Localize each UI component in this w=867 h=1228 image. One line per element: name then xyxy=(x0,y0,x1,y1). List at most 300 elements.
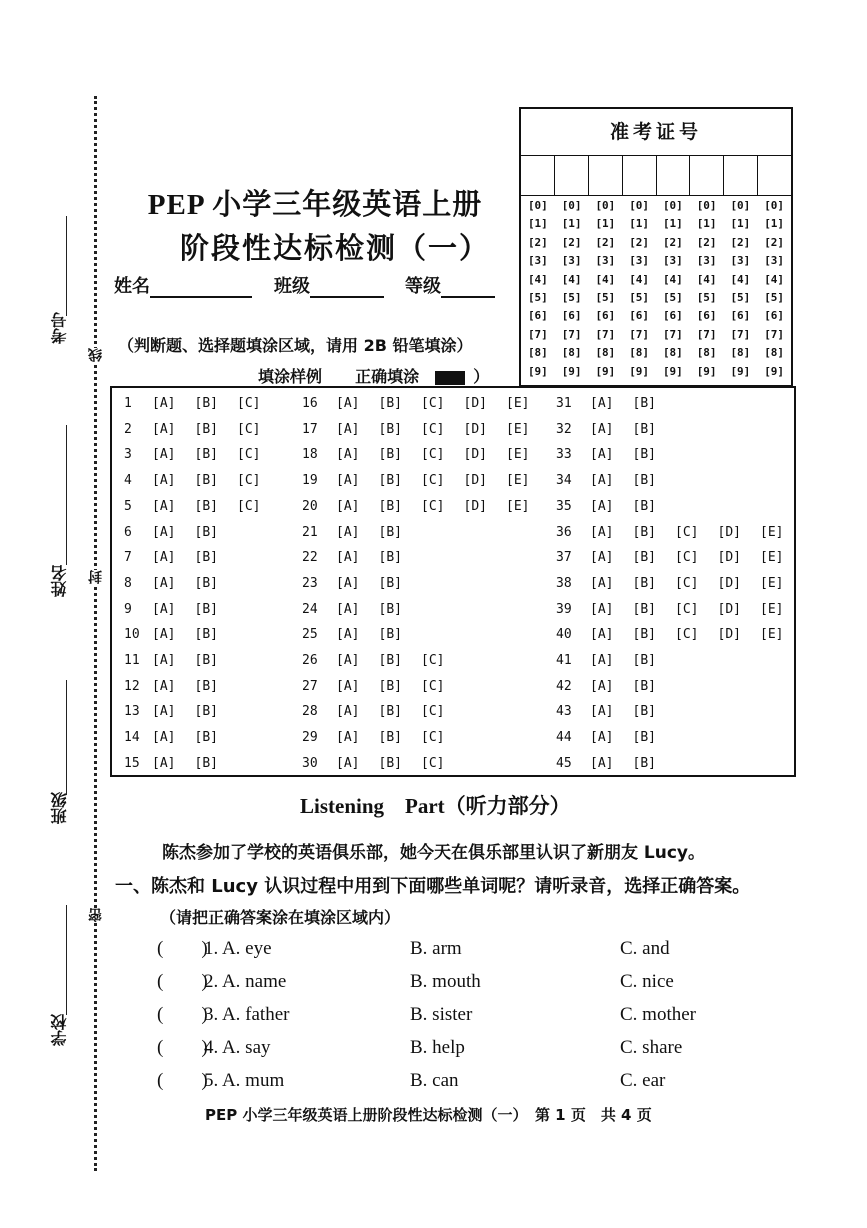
answer-bubble[interactable]: [B] xyxy=(194,627,218,643)
exam-id-digit-bubble[interactable]: [7] xyxy=(527,327,548,341)
listening-intro: 陈杰参加了学校的英语俱乐部，她今天在俱乐部里认识了新朋友 Lucy。 xyxy=(162,843,706,863)
answer-bubble[interactable]: [C] xyxy=(421,473,445,489)
answer-bubble[interactable]: [E] xyxy=(760,575,784,591)
option-a: 3. A. father xyxy=(204,1004,290,1025)
option-b: B. help xyxy=(410,1037,465,1058)
exam-id-digit-bubble[interactable]: [9] xyxy=(595,364,616,378)
binding-mark-feng: 封 xyxy=(88,570,104,584)
answer-bubble[interactable]: [A] xyxy=(336,524,360,540)
exam-id-digit-bubble[interactable]: [9] xyxy=(629,364,650,378)
sample-close-paren: ） xyxy=(473,367,490,386)
exam-id-column xyxy=(622,197,656,381)
side-label-xuexiao: 学校 xyxy=(50,1014,69,1046)
option-a: 2. A. name xyxy=(204,971,287,992)
exam-id-digit-bubble[interactable]: [2] xyxy=(595,235,616,249)
answer-fill-area xyxy=(110,386,796,777)
class-field[interactable] xyxy=(274,272,384,298)
exam-id-digit-bubble[interactable]: [7] xyxy=(730,327,751,341)
answer-bubble[interactable]: [B] xyxy=(194,473,218,489)
answer-bubble[interactable]: [B] xyxy=(378,704,402,720)
exam-id-digit-bubble[interactable]: [6] xyxy=(696,309,717,323)
exam-id-digit-bubble[interactable]: [5] xyxy=(561,291,582,305)
answer-bubble[interactable]: [C] xyxy=(237,396,261,411)
exam-id-digit-bubble[interactable]: [7] xyxy=(629,327,650,341)
exam-id-digit-bubble[interactable]: [4] xyxy=(595,272,616,286)
answer-bubble[interactable]: [E] xyxy=(760,550,784,566)
listening-task-note: （请把正确答案涂在填涂区域内） xyxy=(160,908,401,927)
exam-id-cell[interactable] xyxy=(623,155,657,195)
answer-bubble[interactable]: [D] xyxy=(463,498,487,514)
exam-id-digit-bubble[interactable]: [8] xyxy=(696,346,717,360)
answer-bubble[interactable]: [B] xyxy=(194,704,218,720)
answer-bubble[interactable]: [A] xyxy=(336,627,360,643)
answer-bubble[interactable]: [A] xyxy=(152,550,176,566)
answer-bubble[interactable]: [A] xyxy=(152,575,176,591)
title-line-1: PEP 小学三年级英语上册 xyxy=(147,189,483,221)
answer-bubble[interactable]: [B] xyxy=(194,447,218,463)
exam-id-digit-bubble[interactable]: [9] xyxy=(764,364,785,378)
answer-bubble[interactable]: [A] xyxy=(336,653,360,668)
exam-id-column xyxy=(656,197,690,381)
exam-id-digit-bubble[interactable]: [4] xyxy=(561,272,582,286)
exam-id-digit-bubble[interactable]: [2] xyxy=(696,235,717,249)
exam-id-digit-bubble[interactable]: [4] xyxy=(764,272,785,286)
answer-number: 31 xyxy=(556,396,572,411)
answer-number: 24 xyxy=(302,601,318,617)
answer-bubble[interactable]: [B] xyxy=(378,447,402,463)
answer-bubble[interactable]: [A] xyxy=(590,704,614,720)
exam-id-digit-bubble[interactable]: [7] xyxy=(595,327,616,341)
answer-number: 11 xyxy=(124,653,140,668)
exam-id-digit-bubble[interactable]: [2] xyxy=(629,235,650,249)
exam-id-digit-bubble[interactable]: [5] xyxy=(764,291,785,305)
exam-id-digit-bubble[interactable]: [0] xyxy=(662,199,683,212)
answer-paren[interactable]: ( ) xyxy=(157,938,208,959)
exam-id-digit-bubble[interactable]: [7] xyxy=(696,327,717,341)
exam-id-digit-bubble[interactable]: [3] xyxy=(527,254,548,268)
exam-id-digit-bubble[interactable]: [6] xyxy=(662,309,683,323)
answer-number: 12 xyxy=(124,678,140,694)
exam-id-digit-bubble[interactable]: [1] xyxy=(595,217,616,231)
exam-id-digit-bubble[interactable]: [0] xyxy=(561,199,582,212)
exam-id-digit-bubble[interactable]: [5] xyxy=(696,291,717,305)
title-line-2: 阶段性达标检测（一） xyxy=(179,233,490,265)
answer-bubble[interactable]: [A] xyxy=(590,447,614,463)
answer-number: 19 xyxy=(302,473,318,489)
exam-id-digit-bubble[interactable]: [2] xyxy=(764,235,785,249)
answer-bubble[interactable]: [B] xyxy=(378,575,402,591)
exam-id-digit-bubble[interactable]: [2] xyxy=(561,235,582,249)
binding-mark-mi: 密 xyxy=(88,908,104,922)
side-label-kaohao: 考号 xyxy=(50,312,69,344)
answer-number: 26 xyxy=(302,653,318,668)
answer-bubble[interactable]: [B] xyxy=(632,575,656,591)
exam-id-digit-bubble[interactable]: [0] xyxy=(629,199,650,212)
option-b: B. mouth xyxy=(410,971,481,992)
exam-id-digit-bubble[interactable]: [9] xyxy=(527,364,548,378)
answer-bubble[interactable]: [B] xyxy=(378,601,402,617)
answer-bubble[interactable]: [B] xyxy=(378,730,402,746)
answer-bubble[interactable]: [A] xyxy=(152,473,176,489)
answer-bubble[interactable]: [A] xyxy=(152,678,176,694)
exam-id-digit-bubble[interactable]: [6] xyxy=(561,309,582,323)
answer-bubble[interactable]: [B] xyxy=(194,396,218,411)
exam-id-digit-bubble[interactable]: [5] xyxy=(629,291,650,305)
answer-bubble[interactable]: [D] xyxy=(717,627,741,643)
option-c: C. mother xyxy=(620,1004,696,1025)
answer-bubble[interactable]: [E] xyxy=(506,473,530,489)
exam-id-digit-bubble[interactable]: [2] xyxy=(662,235,683,249)
answer-bubble[interactable]: [B] xyxy=(632,396,656,411)
exam-id-digit-bubble[interactable]: [6] xyxy=(730,309,751,323)
answer-number: 6 xyxy=(124,524,132,540)
exam-id-digit-bubble[interactable]: [3] xyxy=(764,254,785,268)
answer-bubble[interactable]: [C] xyxy=(675,575,699,591)
answer-bubble[interactable]: [B] xyxy=(632,524,656,540)
exam-id-digit-bubble[interactable]: [3] xyxy=(696,254,717,268)
exam-id-cell[interactable] xyxy=(555,155,589,195)
exam-id-column xyxy=(521,197,555,381)
answer-bubble[interactable]: [A] xyxy=(590,730,614,746)
answer-bubble[interactable]: [B] xyxy=(194,575,218,591)
answer-bubble[interactable]: [B] xyxy=(632,421,656,437)
answer-bubble[interactable]: [B] xyxy=(378,678,402,694)
exam-id-digit-bubble[interactable]: [1] xyxy=(629,217,650,231)
exam-id-digit-bubble[interactable]: [4] xyxy=(629,272,650,286)
exam-id-column xyxy=(589,197,623,381)
exam-id-write-cells xyxy=(521,155,791,196)
exam-id-digit-bubble[interactable]: [6] xyxy=(764,309,785,323)
answer-bubble[interactable]: [B] xyxy=(194,755,218,771)
answer-bubble[interactable]: [C] xyxy=(237,473,261,489)
exam-id-digit-bubble[interactable]: [9] xyxy=(730,364,751,378)
exam-id-digit-bubble[interactable]: [6] xyxy=(595,309,616,323)
answer-bubble[interactable]: [B] xyxy=(378,653,402,668)
exam-id-digit-bubble[interactable]: [5] xyxy=(730,291,751,305)
exam-id-digit-bubble[interactable]: [0] xyxy=(595,199,616,212)
answer-bubble[interactable]: [C] xyxy=(675,550,699,566)
name-blank[interactable] xyxy=(150,278,252,298)
answer-bubble[interactable]: [B] xyxy=(194,524,218,540)
answer-bubble[interactable]: [E] xyxy=(760,601,784,617)
page-footer: PEP 小学三年级英语上册阶段性达标检测（一） 第 1 页 共 4 页 xyxy=(205,1106,652,1124)
answer-bubble[interactable]: [C] xyxy=(421,704,445,720)
answer-bubble[interactable]: [C] xyxy=(675,627,699,643)
exam-id-digit-bubble[interactable]: [3] xyxy=(730,254,751,268)
answer-number: 30 xyxy=(302,755,318,771)
exam-id-digit-bubble[interactable]: [1] xyxy=(764,217,785,231)
exam-id-digit-bubble[interactable]: [3] xyxy=(561,254,582,268)
answer-bubble[interactable]: [A] xyxy=(152,396,176,411)
binding-mark-xian: 线 xyxy=(88,348,104,362)
answer-bubble[interactable]: [B] xyxy=(632,473,656,489)
binding-dotted-line xyxy=(94,96,97,1171)
exam-id-digit-bubble[interactable]: [6] xyxy=(527,309,548,323)
exam-id-digit-bubble[interactable]: [2] xyxy=(730,235,751,249)
answer-number: 9 xyxy=(124,601,132,617)
exam-id-digit-bubble[interactable]: [0] xyxy=(696,199,717,212)
listening-task: 一、陈杰和 Lucy 认识过程中用到下面哪些单词呢？请听录音，选择正确答案。 xyxy=(115,876,751,897)
exam-id-cell[interactable] xyxy=(521,155,555,195)
answer-bubble[interactable]: [A] xyxy=(336,421,360,437)
answer-bubble[interactable]: [B] xyxy=(194,678,218,694)
exam-id-column xyxy=(757,197,791,381)
answer-bubble[interactable]: [C] xyxy=(675,601,699,617)
answer-bubble[interactable]: [B] xyxy=(378,498,402,514)
answer-bubble[interactable]: [C] xyxy=(421,730,445,746)
answer-bubble[interactable]: [A] xyxy=(590,755,614,771)
answer-bubble[interactable]: [A] xyxy=(590,524,614,540)
answer-bubble[interactable]: [A] xyxy=(590,653,614,668)
exam-id-digit-bubble[interactable]: [0] xyxy=(730,199,751,212)
exam-id-digit-bubble[interactable]: [7] xyxy=(662,327,683,341)
answer-bubble[interactable]: [A] xyxy=(590,575,614,591)
exam-id-digit-bubble[interactable]: [2] xyxy=(527,235,548,249)
answer-number: 29 xyxy=(302,730,318,746)
kaohao-underline xyxy=(66,216,67,316)
name-label: 姓名 xyxy=(114,276,150,297)
answer-bubble[interactable]: [E] xyxy=(506,447,530,463)
answer-bubble[interactable]: [C] xyxy=(675,524,699,540)
exam-id-digit-bubble[interactable]: [5] xyxy=(595,291,616,305)
answer-bubble[interactable]: [B] xyxy=(194,421,218,437)
answer-number: 42 xyxy=(556,678,572,694)
exam-id-digit-bubble[interactable]: [8] xyxy=(662,346,683,360)
answer-bubble[interactable]: [A] xyxy=(336,396,360,411)
exam-id-digit-bubble[interactable]: [4] xyxy=(527,272,548,286)
answer-bubble[interactable]: [B] xyxy=(378,396,402,411)
answer-bubble[interactable]: [E] xyxy=(506,396,530,411)
answer-number: 39 xyxy=(556,601,572,617)
answer-bubble[interactable]: [A] xyxy=(590,627,614,643)
fill-instruction-note: （判断题、选择题填涂区域，请用 2B 铅笔填涂） xyxy=(118,336,473,355)
answer-bubble[interactable]: [A] xyxy=(590,498,614,514)
answer-number: 3 xyxy=(124,447,132,463)
sample-label: 填涂样例 xyxy=(258,367,323,386)
exam-id-cell[interactable] xyxy=(724,155,758,195)
answer-bubble[interactable]: [B] xyxy=(632,678,656,694)
answer-bubble[interactable]: [C] xyxy=(237,498,261,514)
answer-number: 5 xyxy=(124,498,132,514)
answer-number: 34 xyxy=(556,473,572,489)
exam-id-digit-bubble[interactable]: [1] xyxy=(662,217,683,231)
answer-number: 17 xyxy=(302,421,318,437)
answer-bubble[interactable]: [B] xyxy=(194,653,218,668)
answer-bubble[interactable]: [C] xyxy=(421,498,445,514)
answer-number: 45 xyxy=(556,755,572,771)
answer-bubble[interactable]: [A] xyxy=(152,601,176,617)
answer-bubble[interactable]: [D] xyxy=(463,396,487,411)
answer-bubble[interactable]: [A] xyxy=(336,730,360,746)
option-c: C. nice xyxy=(620,971,674,992)
exam-id-digit-bubble[interactable]: [1] xyxy=(527,217,548,231)
exam-id-digit-bubble[interactable]: [8] xyxy=(595,346,616,360)
answer-paren[interactable]: ( ) xyxy=(157,971,208,992)
answer-bubble[interactable]: [D] xyxy=(463,421,487,437)
answer-bubble[interactable]: [B] xyxy=(378,755,402,771)
answer-bubble[interactable]: [A] xyxy=(590,550,614,566)
answer-number: 22 xyxy=(302,550,318,566)
answer-bubble[interactable]: [A] xyxy=(336,447,360,463)
answer-bubble[interactable]: [A] xyxy=(152,755,176,771)
answer-bubble[interactable]: [B] xyxy=(632,498,656,514)
answer-bubble[interactable]: [B] xyxy=(378,627,402,643)
answer-number: 28 xyxy=(302,704,318,720)
banji-underline xyxy=(66,680,67,795)
answer-bubble[interactable]: [B] xyxy=(632,627,656,643)
exam-id-digit-bubble[interactable]: [0] xyxy=(764,199,785,212)
option-c: C. share xyxy=(620,1037,683,1058)
answer-bubble[interactable]: [B] xyxy=(194,730,218,746)
grade-field[interactable] xyxy=(405,272,495,298)
exam-id-digit-bubble[interactable]: [8] xyxy=(629,346,650,360)
answer-bubble[interactable]: [A] xyxy=(590,473,614,489)
answer-bubble[interactable]: [A] xyxy=(336,575,360,591)
exam-id-digit-bubble[interactable]: [6] xyxy=(629,309,650,323)
answer-number: 18 xyxy=(302,447,318,463)
answer-number: 40 xyxy=(556,627,572,643)
exam-id-digit-bubble[interactable]: [7] xyxy=(764,327,785,341)
exam-id-digit-bubble[interactable]: [9] xyxy=(696,364,717,378)
exam-id-digit-bubble[interactable]: [1] xyxy=(730,217,751,231)
answer-bubble[interactable]: [C] xyxy=(237,447,261,463)
answer-bubble[interactable]: [B] xyxy=(378,473,402,489)
exam-id-digit-bubble[interactable]: [4] xyxy=(662,272,683,286)
exam-id-column xyxy=(690,197,724,381)
answer-bubble[interactable]: [B] xyxy=(194,550,218,566)
exam-id-cell[interactable] xyxy=(589,155,623,195)
answer-number: 1 xyxy=(124,396,132,411)
answer-bubble[interactable]: [C] xyxy=(237,421,261,437)
exam-id-cell[interactable] xyxy=(758,155,791,195)
answer-bubble[interactable]: [C] xyxy=(421,755,445,771)
answer-bubble[interactable]: [B] xyxy=(632,550,656,566)
grade-blank[interactable] xyxy=(441,278,495,298)
answer-bubble[interactable]: [A] xyxy=(336,473,360,489)
exam-id-digit-bubble[interactable]: [7] xyxy=(561,327,582,341)
answer-bubble[interactable]: [C] xyxy=(421,421,445,437)
option-b: B. can xyxy=(410,1070,459,1091)
fill-sample xyxy=(258,364,489,387)
answer-bubble[interactable]: [A] xyxy=(152,653,176,668)
exam-id-digit-bubble[interactable]: [8] xyxy=(561,346,582,360)
answer-bubble[interactable]: [A] xyxy=(590,678,614,694)
exam-id-digit-bubble[interactable]: [3] xyxy=(595,254,616,268)
answer-bubble[interactable]: [B] xyxy=(632,653,656,668)
answer-bubble[interactable]: [A] xyxy=(590,601,614,617)
answer-bubble[interactable]: [A] xyxy=(152,498,176,514)
answer-bubble[interactable]: [E] xyxy=(760,524,784,540)
exam-id-digit-bubble[interactable]: [3] xyxy=(662,254,683,268)
exam-id-cell[interactable] xyxy=(657,155,691,195)
answer-bubble[interactable]: [A] xyxy=(152,421,176,437)
answer-bubble[interactable]: [A] xyxy=(336,601,360,617)
exam-id-digit-bubble[interactable]: [5] xyxy=(527,291,548,305)
answer-bubble[interactable]: [E] xyxy=(506,498,530,514)
exam-id-digit-bubble[interactable]: [0] xyxy=(527,199,548,212)
answer-bubble[interactable]: [D] xyxy=(717,601,741,617)
answer-bubble[interactable]: [A] xyxy=(336,755,360,771)
grade-label: 等级 xyxy=(405,276,441,297)
answer-bubble[interactable]: [C] xyxy=(421,447,445,463)
xuexiao-underline xyxy=(66,905,67,1015)
answer-bubble[interactable]: [D] xyxy=(463,473,487,489)
answer-bubble[interactable]: [D] xyxy=(717,550,741,566)
answer-bubble[interactable]: [E] xyxy=(760,627,784,643)
exam-id-column xyxy=(724,197,758,381)
answer-bubble[interactable]: [B] xyxy=(378,421,402,437)
answer-bubble[interactable]: [A] xyxy=(336,550,360,566)
answer-bubble[interactable]: [A] xyxy=(336,678,360,694)
answer-bubble[interactable]: [A] xyxy=(152,704,176,720)
answer-bubble[interactable]: [A] xyxy=(336,704,360,720)
answer-bubble[interactable]: [B] xyxy=(378,550,402,566)
answer-bubble[interactable]: [A] xyxy=(336,498,360,514)
answer-bubble[interactable]: [B] xyxy=(632,601,656,617)
answer-bubble[interactable]: [B] xyxy=(378,524,402,540)
answer-bubble[interactable]: [B] xyxy=(632,704,656,720)
answer-paren[interactable]: ( ) xyxy=(157,1004,208,1025)
answer-bubble[interactable]: [A] xyxy=(152,447,176,463)
answer-paren[interactable]: ( ) xyxy=(157,1070,208,1091)
answer-bubble[interactable]: [A] xyxy=(152,524,176,540)
exam-id-digit-bubble[interactable]: [9] xyxy=(561,364,582,378)
answer-bubble[interactable]: [D] xyxy=(717,575,741,591)
answer-number: 10 xyxy=(124,627,140,643)
exam-id-bubble-columns xyxy=(521,197,791,381)
exam-id-digit-bubble[interactable]: [3] xyxy=(629,254,650,268)
answer-bubble[interactable]: [B] xyxy=(194,498,218,514)
answer-number: 36 xyxy=(556,524,572,540)
answer-bubble[interactable]: [A] xyxy=(590,396,614,411)
exam-id-digit-bubble[interactable]: [1] xyxy=(561,217,582,231)
answer-bubble[interactable]: [C] xyxy=(421,653,445,668)
exam-id-digit-bubble[interactable]: [4] xyxy=(730,272,751,286)
xingming-underline xyxy=(66,425,67,565)
answer-number: 43 xyxy=(556,704,572,720)
answer-bubble[interactable]: [D] xyxy=(463,447,487,463)
exam-id-cell[interactable] xyxy=(690,155,724,195)
answer-bubble[interactable]: [B] xyxy=(632,730,656,746)
option-b: B. sister xyxy=(410,1004,473,1025)
class-label: 班级 xyxy=(274,276,310,297)
answer-bubble[interactable]: [E] xyxy=(506,421,530,437)
answer-bubble[interactable]: [A] xyxy=(152,627,176,643)
answer-bubble[interactable]: [B] xyxy=(632,447,656,463)
exam-id-digit-bubble[interactable]: [8] xyxy=(527,346,548,360)
name-field[interactable] xyxy=(114,272,252,298)
answer-bubble[interactable]: [A] xyxy=(590,421,614,437)
answer-number: 44 xyxy=(556,730,572,746)
answer-bubble[interactable]: [C] xyxy=(421,678,445,694)
exam-id-digit-bubble[interactable]: [8] xyxy=(764,346,785,360)
exam-id-digit-bubble[interactable]: [1] xyxy=(696,217,717,231)
exam-id-digit-bubble[interactable]: [9] xyxy=(662,364,683,378)
option-a: 4. A. say xyxy=(204,1037,271,1058)
answer-bubble[interactable]: [D] xyxy=(717,524,741,540)
answer-bubble[interactable]: [B] xyxy=(194,601,218,617)
exam-id-digit-bubble[interactable]: [8] xyxy=(730,346,751,360)
exam-id-digit-bubble[interactable]: [5] xyxy=(662,291,683,305)
answer-number: 25 xyxy=(302,627,318,643)
answer-bubble[interactable]: [B] xyxy=(632,755,656,771)
answer-paren[interactable]: ( ) xyxy=(157,1037,208,1058)
exam-id-digit-bubble[interactable]: [4] xyxy=(696,272,717,286)
answer-bubble[interactable]: [C] xyxy=(421,396,445,411)
answer-number: 27 xyxy=(302,678,318,694)
class-blank[interactable] xyxy=(310,278,384,298)
answer-bubble[interactable]: [A] xyxy=(152,730,176,746)
